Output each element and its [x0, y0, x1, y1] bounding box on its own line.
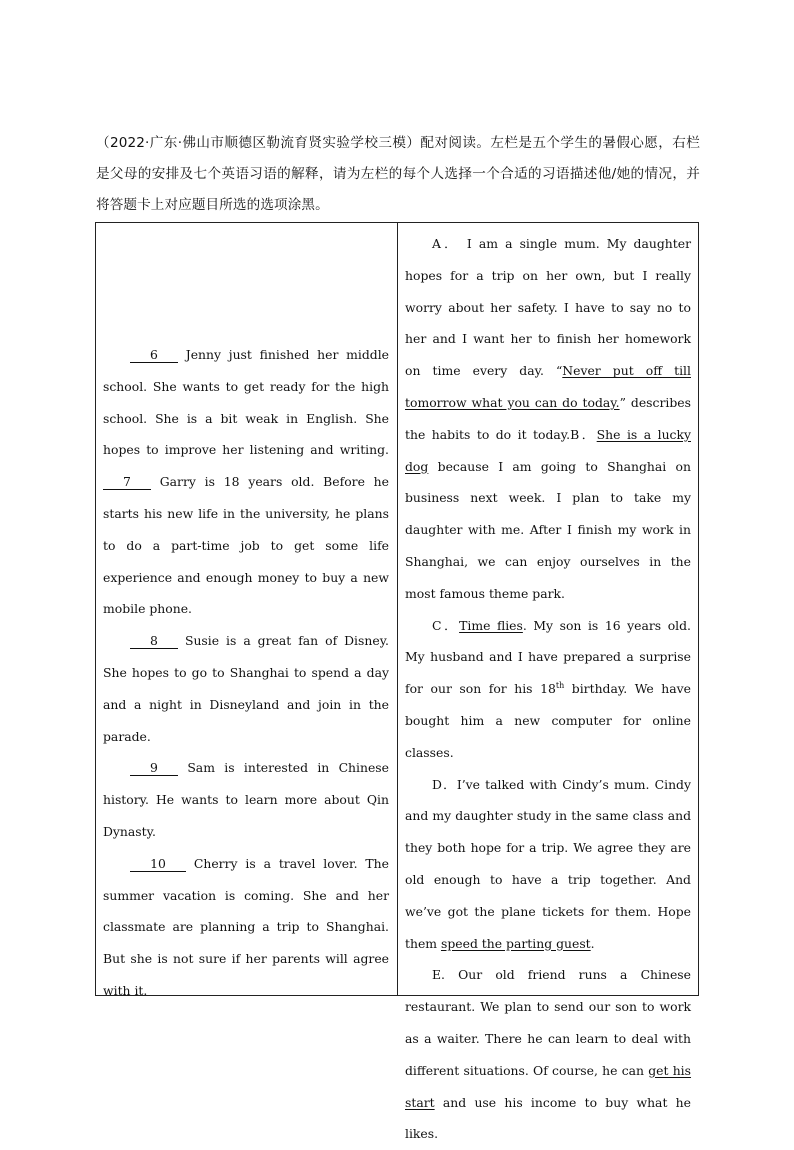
option-d — [405, 769, 691, 960]
option-c-label: C． — [432, 617, 460, 633]
answer-blank-8[interactable]: 8 — [130, 633, 178, 649]
option-a — [405, 228, 691, 610]
option-d-idiom: speed the parting guest — [440, 935, 591, 951]
option-c-idiom: Time flies — [459, 617, 523, 633]
wish-text-9: Sam is interested in Chinese history. He wants to learn more about Qin Dynasty. — [103, 760, 389, 839]
option-e-after: and use his income to buy what he likes. — [405, 1094, 691, 1142]
option-e — [405, 959, 691, 1150]
wish-item-8 — [103, 625, 389, 752]
column-divider — [397, 223, 398, 995]
wish-text-10: Cherry is a travel lover. The summer vacation is coming. She and her classmate are planning a trip to Shanghai. But she is not sure if her parents will agree with it. — [103, 855, 389, 998]
option-d-label: D． — [432, 776, 457, 792]
option-d-text: I’ve talked with Cindy’s mum. Cindy and my daughter study in the same class and they both hope for a trip. We agree they are old enough to have a trip together. And we’ve got the plane tickets for them. Hope them — [405, 776, 691, 951]
option-c-after: birthday. We have bought him a new computer for online classes. — [405, 681, 691, 760]
wish-text-7: Garry is 18 years old. Before he starts his new life in the university, he plans to do a part-time job to get some life experience and enough money to buy a new mobile phone. — [103, 474, 389, 617]
option-b-label: B． — [570, 426, 597, 442]
wish-text-8: Susie is a great fan of Disney. She hopes to go to Shanghai to spend a day and a night in Disneyland and join in the parade. — [103, 633, 389, 744]
student-wishes-column — [103, 339, 389, 1007]
wish-item-10 — [103, 848, 389, 1007]
question-intro: （2022·广东·佛山市顺德区勒流育贤实验学校三模）配对阅读。左栏是五个学生的暑假心愿，右栏是父母的安排及七个英语习语的解释，请为左栏的每个人选择一个合适的习语描述他/她的情况，并将答题卡上对应题目所选的选项涂黑。 — [96, 135, 700, 213]
wish-text-6: Jenny just finished her middle school. She wants to get ready for the high school. She is a bit weak in English. She hopes to improve her listening and writing. — [103, 347, 389, 458]
option-a-label: A． — [432, 236, 460, 251]
option-e-text: Our old friend runs a Chinese restaurant. We plan to send our son to work as a waiter. There he can learn to deal with different situations. Of course, he can — [405, 967, 691, 1078]
option-a-idiom: Never put off till tomorrow what you can do today. — [405, 363, 691, 410]
option-d-after: . — [590, 935, 595, 951]
wish-item-6 — [103, 339, 389, 625]
option-e-idiom: get his start — [405, 1062, 692, 1110]
matching-table — [95, 222, 699, 1142]
option-c — [405, 610, 691, 769]
option-a-text: I am a single mum. My daughter hopes for a trip on her own, but I really worry about her safety. I have to say no to her and I want her to finish her homework on time every day. “ — [405, 236, 691, 379]
option-c-sup: th — [555, 681, 565, 691]
option-b-idiom: She is a lucky dog — [405, 426, 691, 474]
wish-item-9 — [103, 752, 389, 847]
answer-blank-9[interactable]: 9 — [130, 760, 178, 776]
option-e-label: E. — [432, 967, 445, 983]
parent-plans-column — [405, 228, 691, 1150]
answer-blank-10[interactable]: 10 — [130, 856, 186, 872]
option-b-after: because I am going to Shanghai on business next week. I plan to take my daughter with me. After I finish my work in Shanghai, we can enjoy ourselves in the most famous theme park. — [405, 458, 691, 601]
answer-blank-7[interactable]: 7 — [103, 474, 151, 490]
option-a-after: ” describes the habits to do it today. — [405, 394, 691, 442]
answer-blank-6[interactable]: 6 — [130, 347, 178, 363]
option-c-text: . My son is 16 years old. My husband and I have prepared a surprise for our son for his 18 — [405, 617, 691, 697]
